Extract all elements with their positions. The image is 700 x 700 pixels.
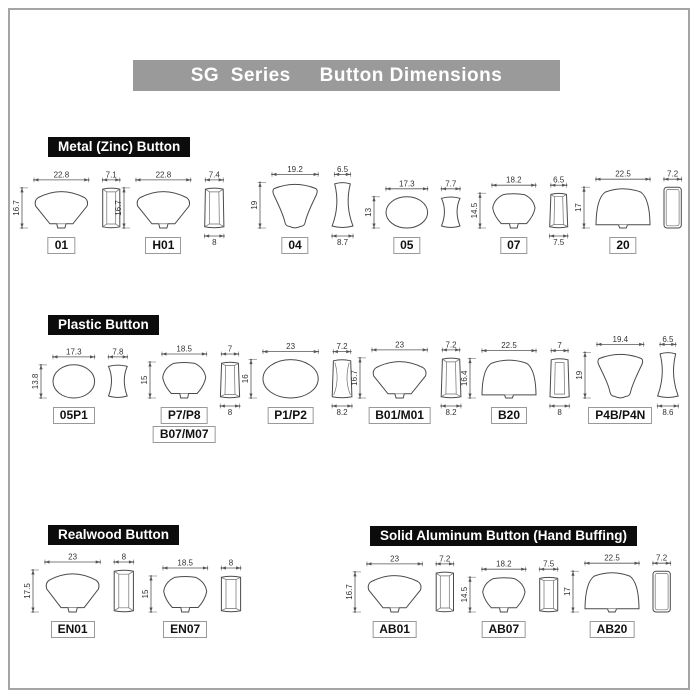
- button-ab01-front-view: [368, 576, 421, 612]
- button-ab20-side-view: [653, 571, 670, 612]
- svg-text:6.5: 6.5: [662, 334, 674, 344]
- dimension-horizontal: [663, 170, 682, 182]
- button-p1-p2-diagram: [241, 342, 353, 417]
- svg-text:17.3: 17.3: [66, 347, 82, 357]
- svg-text:7.2: 7.2: [336, 342, 348, 352]
- svg-text:7.4: 7.4: [208, 170, 220, 180]
- section-header-metal-zinc: Metal (Zinc) Button: [48, 137, 190, 157]
- svg-text:14.5: 14.5: [460, 586, 469, 603]
- svg-text:17.5: 17.5: [23, 583, 32, 599]
- dimension-horizontal: [550, 176, 567, 188]
- button-04-diagram: [250, 165, 354, 247]
- button-en01-side-view: [114, 570, 133, 612]
- button-label-box: AB01: [372, 621, 417, 638]
- dimension-horizontal: [220, 404, 241, 418]
- button-b20-front-view: [482, 360, 536, 398]
- dimension-horizontal: [334, 165, 351, 177]
- svg-text:17.3: 17.3: [399, 179, 415, 189]
- dimension-horizontal: [204, 234, 225, 248]
- dimension-horizontal: [52, 347, 95, 359]
- svg-text:7.5: 7.5: [543, 559, 555, 569]
- section-header-realwood: Realwood Button: [48, 525, 179, 545]
- button-label-box: P1/P2: [267, 407, 314, 424]
- svg-text:15: 15: [141, 589, 150, 599]
- dimension-horizontal: [550, 341, 569, 353]
- svg-text:19: 19: [575, 370, 584, 380]
- svg-text:22.5: 22.5: [615, 169, 631, 179]
- button-label-box: 07: [500, 237, 527, 254]
- svg-text:23: 23: [390, 554, 400, 564]
- button-label-box: P7/P8: [161, 407, 208, 424]
- dimension-horizontal: [333, 342, 352, 354]
- svg-text:19.2: 19.2: [287, 164, 303, 174]
- dimension-horizontal: [221, 345, 240, 357]
- dimension-horizontal: [596, 335, 644, 347]
- dimension-vertical: [460, 576, 476, 613]
- button-b01-m01-diagram: [350, 340, 462, 417]
- svg-text:8: 8: [227, 408, 233, 417]
- button-b20-side-view: [550, 359, 569, 398]
- button-20-front-view: [596, 189, 650, 228]
- button-label-box: 20: [609, 237, 636, 254]
- button-b01-m01-side-view: [441, 358, 461, 398]
- dimension-horizontal: [442, 340, 461, 352]
- svg-text:7.2: 7.2: [667, 169, 679, 179]
- svg-text:7.2: 7.2: [445, 340, 457, 350]
- svg-text:22.8: 22.8: [53, 170, 70, 180]
- button-p1-p2-side-view: [332, 360, 352, 398]
- svg-text:7.2: 7.2: [439, 554, 451, 564]
- dimension-horizontal: [221, 559, 242, 571]
- button-05p1-front-view: [53, 365, 95, 398]
- button-label-box: B20: [491, 407, 527, 424]
- button-ab01-side-view: [436, 572, 453, 612]
- dimension-vertical: [250, 182, 266, 229]
- dimension-horizontal: [481, 341, 537, 353]
- button-h01-front-view: [137, 192, 189, 228]
- svg-text:19: 19: [250, 200, 259, 210]
- svg-text:23: 23: [68, 552, 78, 562]
- svg-text:16.7: 16.7: [12, 200, 21, 216]
- dimension-horizontal: [652, 554, 671, 566]
- dimension-horizontal: [595, 170, 651, 182]
- button-20-side-view: [664, 187, 681, 228]
- button-label-box: AB20: [590, 621, 635, 638]
- button-p4b-p4n-diagram: [575, 335, 679, 417]
- button-05p1-diagram: [31, 347, 128, 399]
- button-p1-p2-front-view: [263, 360, 318, 398]
- dimension-vertical: [12, 187, 28, 229]
- svg-text:16: 16: [241, 374, 250, 384]
- dimension-horizontal: [33, 170, 90, 182]
- svg-text:8.6: 8.6: [662, 408, 674, 417]
- button-ab01-diagram: [345, 554, 454, 612]
- button-h01-side-view: [205, 188, 224, 228]
- button-en01-front-view: [46, 574, 99, 612]
- button-05-front-view: [386, 197, 428, 228]
- svg-text:14.5: 14.5: [470, 202, 479, 219]
- svg-text:13.8: 13.8: [31, 373, 40, 390]
- svg-text:13: 13: [364, 207, 373, 217]
- button-label-box: 05P1: [53, 407, 95, 424]
- button-ab07-diagram: [460, 560, 559, 613]
- button-label-box: B07/M07: [153, 426, 216, 443]
- svg-text:7: 7: [557, 341, 562, 351]
- dimension-horizontal: [657, 404, 679, 418]
- svg-text:22.8: 22.8: [155, 170, 172, 180]
- button-en07-diagram: [141, 559, 242, 613]
- dimension-horizontal: [135, 170, 192, 182]
- dimension-horizontal: [44, 553, 101, 565]
- button-04-side-view: [332, 183, 353, 228]
- dimension-vertical: [140, 361, 156, 399]
- dimension-vertical: [241, 359, 257, 399]
- button-b01-m01-front-view: [373, 362, 426, 398]
- dimension-horizontal: [549, 404, 570, 418]
- svg-text:7.2: 7.2: [656, 553, 668, 563]
- dimension-horizontal: [331, 404, 352, 418]
- dimension-horizontal: [262, 342, 319, 354]
- button-p7-p8-front-view: [163, 363, 206, 399]
- svg-text:7: 7: [227, 344, 233, 354]
- svg-text:6.5: 6.5: [553, 175, 565, 185]
- dimension-vertical: [460, 358, 476, 399]
- dimension-horizontal: [331, 234, 354, 248]
- dimension-horizontal: [205, 170, 225, 182]
- svg-text:18.2: 18.2: [496, 559, 512, 569]
- dimension-horizontal: [113, 553, 134, 565]
- svg-text:18.5: 18.5: [176, 344, 192, 354]
- button-en07-front-view: [164, 577, 207, 613]
- svg-text:7.8: 7.8: [112, 347, 124, 357]
- button-04-front-view: [273, 184, 317, 228]
- svg-text:16.7: 16.7: [345, 584, 354, 600]
- dimension-vertical: [574, 186, 590, 229]
- button-label-box: EN07: [163, 621, 207, 638]
- svg-text:8: 8: [121, 552, 127, 562]
- dimension-horizontal: [108, 347, 128, 359]
- dimension-horizontal: [481, 560, 526, 572]
- page-title: SG Series Button Dimensions: [133, 60, 560, 91]
- button-label-box: 01: [48, 237, 75, 254]
- button-05-side-view: [442, 197, 461, 227]
- button-label-box: AB07: [481, 621, 526, 638]
- section-header-plastic: Plastic Button: [48, 315, 159, 335]
- svg-text:15: 15: [140, 375, 149, 385]
- button-h01-diagram: [114, 170, 225, 247]
- svg-text:8: 8: [228, 558, 234, 568]
- dimension-horizontal: [549, 234, 569, 248]
- svg-text:22.5: 22.5: [604, 553, 620, 563]
- button-ab20-diagram: [563, 554, 671, 613]
- button-label-box: P4B/P4N: [588, 407, 652, 424]
- button-07-side-view: [550, 193, 568, 227]
- button-05-diagram: [364, 179, 461, 229]
- dimension-horizontal: [440, 404, 461, 418]
- dimension-vertical: [31, 364, 47, 399]
- button-ab20-front-view: [585, 573, 639, 612]
- svg-text:7.1: 7.1: [105, 170, 117, 180]
- svg-text:6.5: 6.5: [336, 164, 349, 174]
- dimension-horizontal: [371, 340, 428, 352]
- svg-text:23: 23: [286, 342, 296, 352]
- section-header-solid-aluminum: Solid Aluminum Button (Hand Buffing): [370, 526, 637, 546]
- button-01-diagram: [12, 170, 121, 229]
- button-p4b-p4n-side-view: [658, 353, 679, 398]
- button-ab07-side-view: [540, 577, 558, 611]
- dimension-horizontal: [659, 335, 676, 347]
- dimension-vertical: [364, 196, 380, 229]
- svg-text:16.7: 16.7: [350, 370, 359, 386]
- dimension-vertical: [470, 192, 486, 229]
- dimension-horizontal: [491, 176, 536, 188]
- dimension-vertical: [23, 569, 39, 613]
- button-label-box: EN01: [51, 621, 95, 638]
- svg-text:17: 17: [574, 203, 583, 213]
- dimension-horizontal: [441, 179, 461, 191]
- dimension-vertical: [141, 575, 157, 613]
- button-label-box: 05: [393, 237, 420, 254]
- svg-text:8.2: 8.2: [336, 408, 348, 417]
- button-07-front-view: [493, 194, 535, 228]
- button-05p1-side-view: [109, 365, 128, 397]
- dimension-horizontal: [366, 554, 423, 566]
- svg-text:7.5: 7.5: [553, 238, 565, 247]
- svg-text:18.2: 18.2: [506, 175, 522, 185]
- svg-text:16.7: 16.7: [114, 200, 123, 216]
- button-b20-diagram: [460, 341, 570, 417]
- button-20-diagram: [574, 170, 682, 229]
- dimension-horizontal: [584, 554, 640, 566]
- button-ab07-front-view: [483, 578, 525, 612]
- svg-text:17: 17: [563, 587, 572, 597]
- svg-text:18.5: 18.5: [177, 558, 193, 568]
- svg-text:22.5: 22.5: [501, 341, 517, 351]
- svg-text:8.2: 8.2: [445, 408, 457, 417]
- button-label-box: 04: [281, 237, 308, 254]
- svg-text:8: 8: [557, 408, 562, 417]
- button-en01-diagram: [23, 553, 134, 613]
- dimension-vertical: [563, 570, 579, 613]
- dimension-horizontal: [162, 559, 208, 571]
- dimension-vertical: [575, 352, 591, 399]
- svg-text:8: 8: [212, 238, 217, 247]
- button-en07-side-view: [221, 576, 240, 612]
- svg-text:16.4: 16.4: [460, 370, 469, 387]
- button-label-box: B01/M01: [368, 407, 431, 424]
- dimension-vertical: [350, 357, 366, 399]
- dimension-horizontal: [161, 345, 207, 357]
- svg-text:8.7: 8.7: [336, 238, 349, 247]
- svg-text:7.7: 7.7: [445, 179, 457, 189]
- button-label-box: H01: [145, 237, 181, 254]
- dimension-horizontal: [271, 165, 319, 177]
- button-01-front-view: [35, 192, 87, 228]
- dimension-horizontal: [102, 170, 121, 182]
- button-p4b-p4n-front-view: [598, 354, 643, 398]
- svg-text:19.4: 19.4: [612, 334, 629, 344]
- dimension-horizontal: [435, 554, 454, 566]
- dimension-vertical: [345, 571, 361, 613]
- svg-text:23: 23: [395, 340, 405, 350]
- dimension-horizontal: [385, 179, 428, 191]
- button-p7-p8-side-view: [220, 362, 239, 398]
- dimension-horizontal: [539, 560, 559, 572]
